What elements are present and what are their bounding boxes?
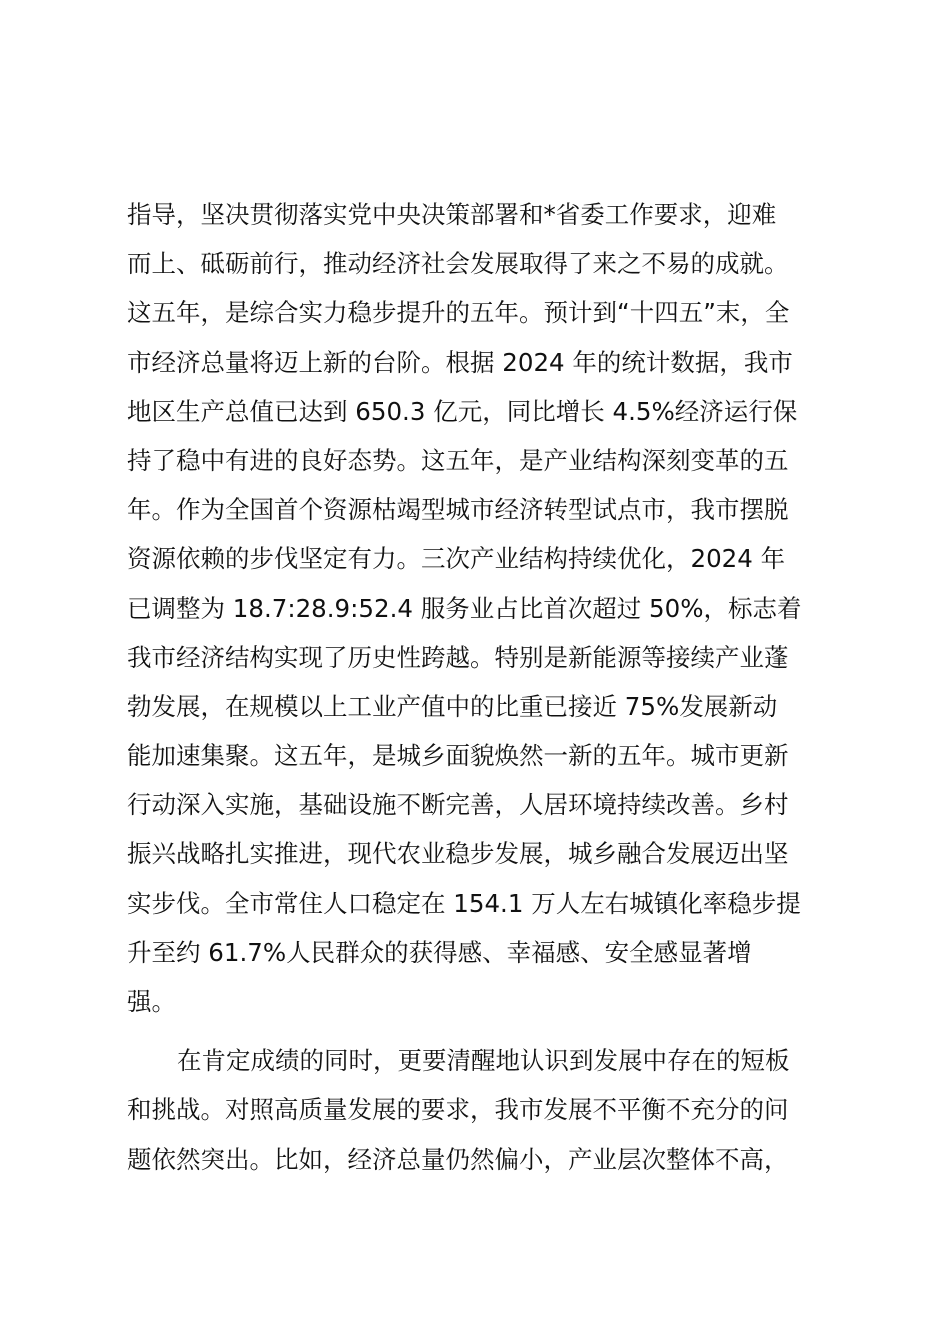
body-text: [127, 190, 827, 1184]
text-line: 勃发展，在规模以上工业产值中的比重已接近 75%发展新动: [127, 691, 778, 721]
text-line: 行动深入实施，基础设施不断完善，人居环境持续改善。乡村: [127, 790, 789, 820]
text-line: 在肯定成绩的同时，更要清醒地认识到发展中存在的短板: [177, 1046, 790, 1076]
text-line: 指导，坚决贯彻落实党中央决策部署和*省委工作要求，迎难: [127, 200, 777, 229]
text-line: 而上、砥砺前行，推动经济社会发展取得了来之不易的成就。: [127, 249, 789, 279]
text-line: 市经济总量将迈上新的台阶。根据 2024 年的统计数据，我市: [127, 347, 793, 377]
text-line: 实步伐。全市常住人口稳定在 154.1 万人左右城镇化率稳步提: [127, 888, 801, 918]
text-line: 强。: [127, 987, 176, 1016]
text-line: 题依然突出。比如，经济总量仍然偏小，产业层次整体不高，: [127, 1144, 789, 1174]
text-line: 已调整为 18.7:28.9:52.4 服务业占比首次超过 50%，标志着: [127, 593, 802, 623]
text-line: 和挑战。对照高质量发展的要求，我市发展不平衡不充分的问: [127, 1095, 789, 1125]
text-line: 地区生产总值已达到 650.3 亿元，同比增长 4.5%经济运行保: [127, 396, 798, 426]
paragraph-2: [127, 1036, 827, 1184]
text-line: 持了稳中有进的良好态势。这五年，是产业结构深刻变革的五: [127, 445, 789, 475]
paragraph-spacer: [127, 1026, 827, 1036]
paragraph-1: [127, 190, 827, 1026]
text-line: 资源依赖的步伐坚定有力。三次产业结构持续优化，2024 年: [127, 544, 786, 574]
text-line: 振兴战略扎实推进，现代农业稳步发展，城乡融合发展迈出坚: [127, 839, 789, 869]
text-line: 能加速集聚。这五年，是城乡面貌焕然一新的五年。城市更新: [127, 741, 789, 771]
text-line: 升至约 61.7%人民群众的获得感、幸福感、安全感显著增: [127, 937, 752, 967]
text-line: 年。作为全国首个资源枯竭型城市经济转型试点市，我市摆脱: [127, 495, 789, 525]
text-line: 我市经济结构实现了历史性跨越。特别是新能源等接续产业蓬: [127, 642, 789, 672]
text-line: 这五年，是综合实力稳步提升的五年。预计到“十四五”末，全: [127, 298, 790, 328]
